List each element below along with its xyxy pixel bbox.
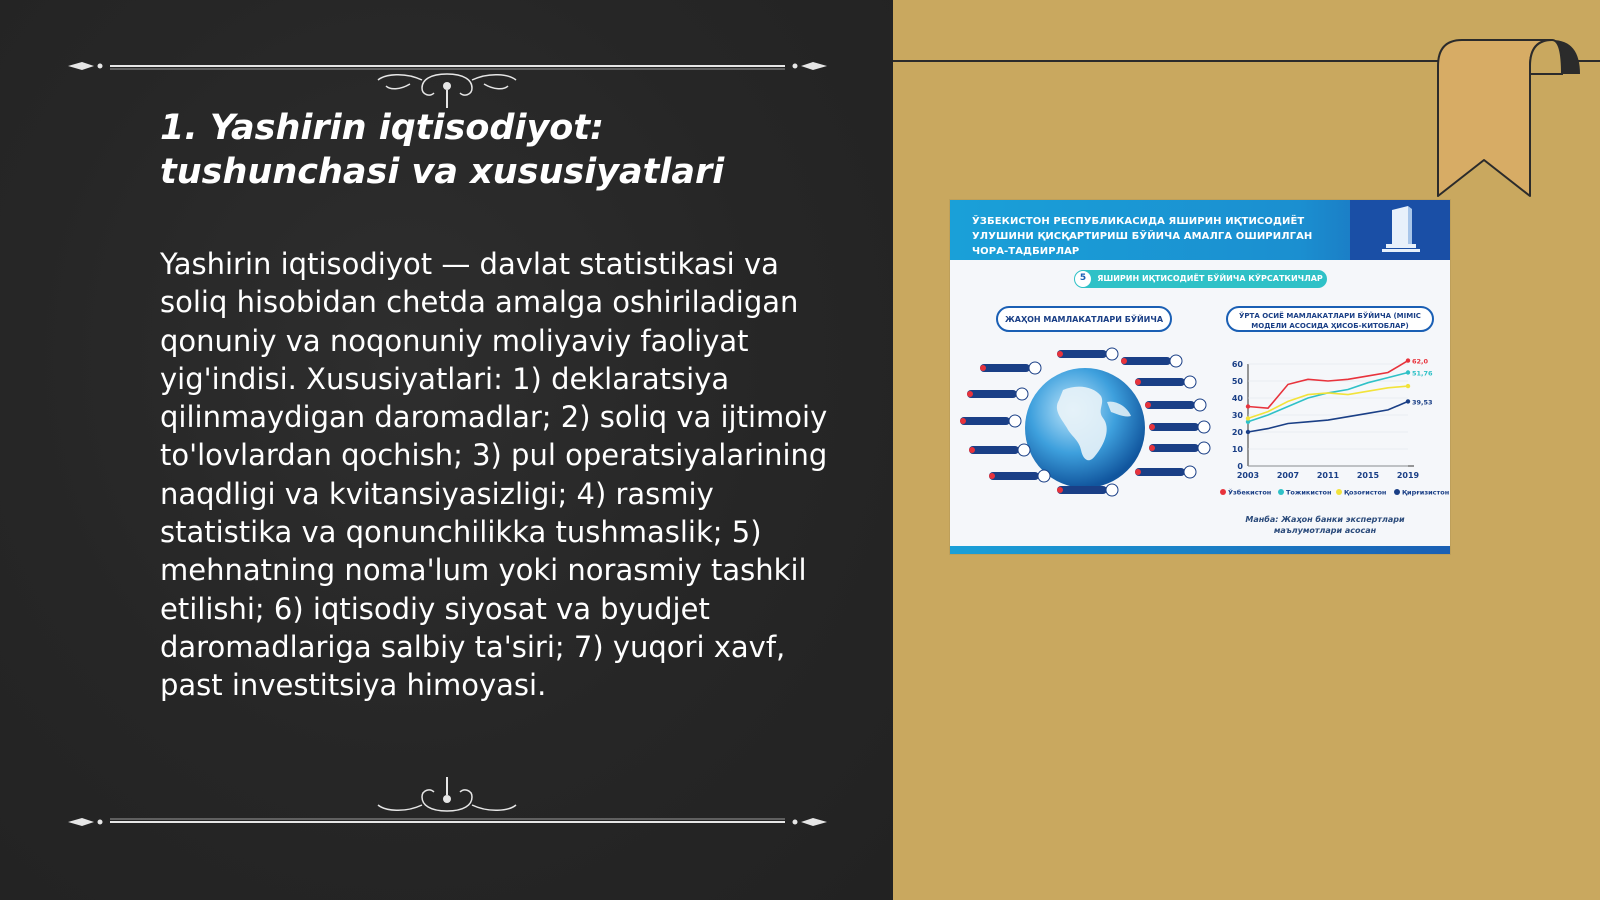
series-start-point xyxy=(1246,416,1250,420)
building-icon xyxy=(1350,200,1450,260)
slide-title: 1. Yashirin iqtisodiyot: tushunchasi va xususiyatlari xyxy=(160,108,725,192)
world-countries-label: ЖАҲОН МАМЛАКАТЛАРИ БЎЙИЧА xyxy=(996,306,1172,332)
x-tick-label: 2019 xyxy=(1396,471,1420,480)
series-start-point xyxy=(1246,404,1250,408)
legend-label: Ўзбекистон xyxy=(1228,488,1272,497)
section-number: 5 xyxy=(1074,270,1092,288)
y-tick-label: 60 xyxy=(1231,360,1243,369)
legend-label: Тожикистон xyxy=(1286,488,1332,497)
section-pill: ЯШИРИН ИҚТИСОДИЁТ БЎЙИЧА КЎРСАТКИЧЛАР xyxy=(1075,270,1327,288)
infographic-logo xyxy=(1350,200,1450,260)
series-end-point xyxy=(1406,399,1410,403)
series-start-point xyxy=(1246,430,1250,434)
data-label: 39,53 xyxy=(1412,398,1433,407)
legend-marker xyxy=(1394,489,1400,495)
legend-marker xyxy=(1220,489,1226,495)
y-tick-label: 40 xyxy=(1231,394,1243,403)
series-line xyxy=(1248,361,1408,409)
x-tick-label: 2011 xyxy=(1316,471,1340,480)
series-line xyxy=(1248,401,1408,432)
y-tick-label: 30 xyxy=(1231,411,1243,420)
series-line xyxy=(1248,373,1408,422)
y-tick-label: 0 xyxy=(1237,462,1243,471)
infographic-header-text: ЎЗБЕКИСТОН РЕСПУБЛИКАСИДА ЯШИРИН ИҚТИСОДИЁТ УЛУШИНИ ҚИСҚАРТИРИШ БЎЙИЧА АМАЛГА ОШИРИЛГАН ЧОРА-ТАДБИРЛАР xyxy=(972,216,1313,257)
ornament-bottom-divider xyxy=(60,775,835,835)
infographic-footer xyxy=(950,546,1450,554)
legend-label: Қирғизистон xyxy=(1402,488,1450,497)
ornament-top-divider xyxy=(60,50,835,110)
x-tick-label: 2015 xyxy=(1356,471,1380,480)
legend-label: Қозоғистон xyxy=(1344,488,1387,497)
central-asia-label: ЎРТА ОСИЁ МАМЛАКАТЛАРИ БЎЙИЧА (MIMIC МОДЕЛИ АСОСИДА ҲИСОБ-КИТОБЛАР) xyxy=(1226,306,1434,332)
x-tick-label: 2003 xyxy=(1236,471,1260,480)
legend-marker xyxy=(1278,489,1284,495)
y-tick-label: 50 xyxy=(1231,377,1243,386)
y-tick-label: 10 xyxy=(1231,445,1243,454)
series-end-point xyxy=(1406,384,1410,388)
y-tick-label: 20 xyxy=(1231,428,1243,437)
legend-marker xyxy=(1336,489,1342,495)
data-label: 62,0 xyxy=(1412,357,1429,366)
data-label: 51,76 xyxy=(1412,369,1433,378)
line-chart xyxy=(1218,357,1450,508)
slide-body-text: Yashirin iqtisodiyot — davlat statistikasi va soliq hisobidan chetda amalga oshiriladigan qonuniy va noqonuniy moliyaviy faoliyat yig'indisi. Xususiyatlari: 1) deklaratsiya qilinmaydigan daromadlar; 2) soliq va ijtimoiy to'lovlardan qochish; 3) pul operatsiyalarining naqdligi va kvitansiyasizligi; 4) rasmiy statistika va qonunchilikka tushmaslik; 5) mehnatning noma'lum yoki norasmiy tashkil etilishi; 6) iqtisodiy siyosat va byudjet daromadlariga salbiy ta'siri; 7) yuqori xavf, past investitsiya himoyasi. xyxy=(160,247,828,703)
infographic-source: Манба: Жаҳон банки экспертлари маълумотлари асосан xyxy=(1245,515,1405,535)
x-tick-label: 2007 xyxy=(1276,471,1300,480)
bookmark-ribbon xyxy=(1432,36,1582,198)
series-end-point xyxy=(1406,370,1410,374)
globe-illustration xyxy=(955,340,1215,505)
series-end-point xyxy=(1406,358,1410,362)
infographic-image xyxy=(950,200,1450,554)
